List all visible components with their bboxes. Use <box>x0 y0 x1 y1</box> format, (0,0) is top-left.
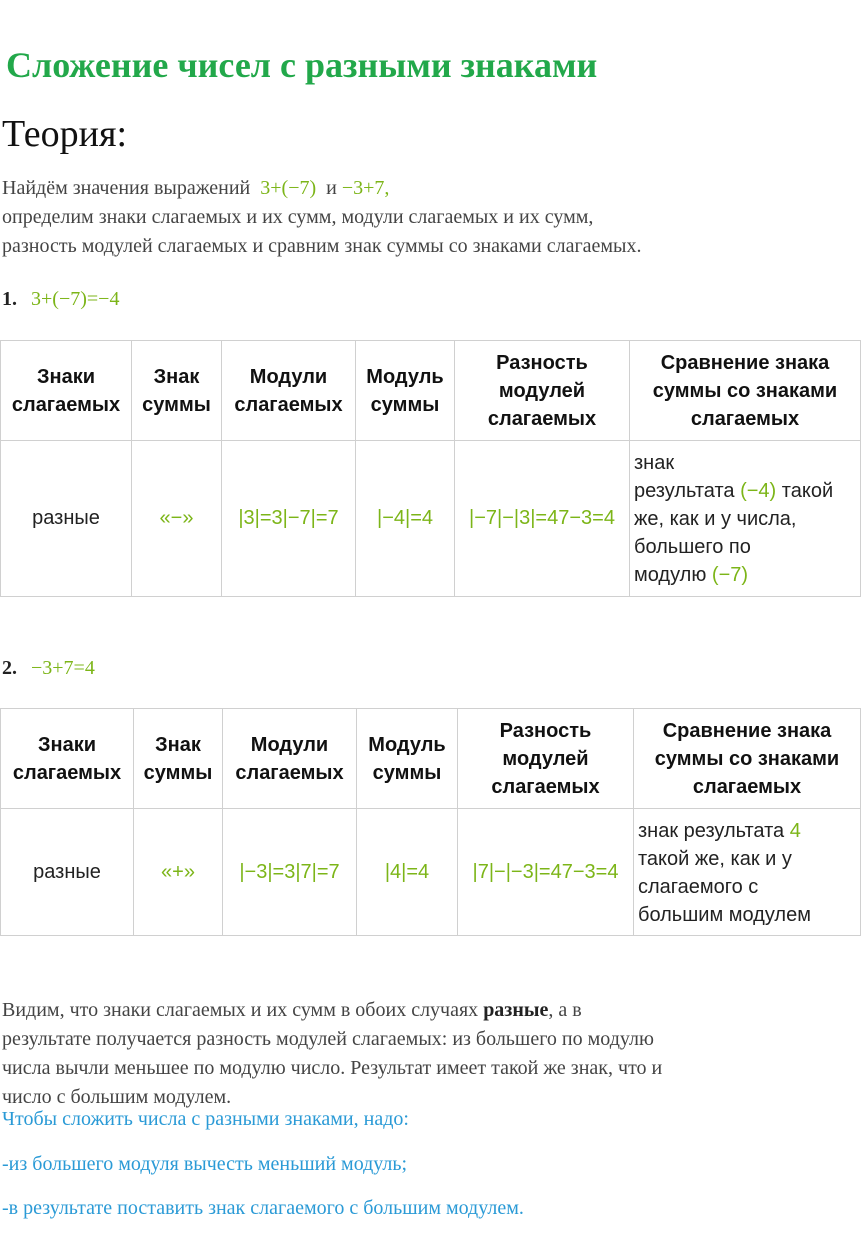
comparison-text: знак результата <box>638 820 785 842</box>
conclusion-line: результате получается разность модулей слагаемых: из большего по модулю <box>2 1028 654 1050</box>
conclusion-line: числа вычли меньшее по модулю число. Результат имеет такой же знак, что и <box>2 1057 663 1079</box>
table-header-row <box>1 709 861 809</box>
intro-line-1 <box>2 174 816 203</box>
cell-difference: |7|−|−3|=47−3=4 <box>458 809 634 936</box>
example-1-table <box>0 340 861 597</box>
example-2-table <box>0 708 861 936</box>
header-moduli: Модули слагаемых <box>223 709 357 809</box>
cell-sum-sign: «−» <box>132 441 222 597</box>
comparison-value: 4 <box>789 820 801 842</box>
intro-and: и <box>326 177 337 199</box>
example-1-expression: 3+(−7)=−4 <box>31 288 120 310</box>
comparison-line: же, как и у числа, <box>634 508 797 530</box>
header-signs: Знаки слагаемых <box>1 709 134 809</box>
comparison-line: знак <box>634 452 675 474</box>
comparison-line <box>634 561 856 589</box>
cell-comparison <box>634 809 861 936</box>
cell-moduli: |3|=3|−7|=7 <box>222 441 356 597</box>
intro-lead: Найдём значения выражений <box>2 177 251 199</box>
comparison-text: модулю <box>634 564 707 586</box>
header-sum-modulus: Модуль суммы <box>357 709 458 809</box>
header-sum-sign: Знак суммы <box>134 709 223 809</box>
cell-difference: |−7|−|3|=47−3=4 <box>455 441 630 597</box>
cell-signs: разные <box>1 809 134 936</box>
expression-2: −3+7, <box>341 177 390 199</box>
intro-text <box>2 174 816 261</box>
cell-sum-sign: «+» <box>134 809 223 936</box>
example-1-heading <box>2 288 119 311</box>
comparison-line <box>638 817 856 845</box>
page-title: Сложение чисел с разными знаками <box>6 45 598 85</box>
header-comparison: Сравнение знака суммы со знаками слагаемых <box>634 709 861 809</box>
header-sum-sign: Знак суммы <box>132 341 222 441</box>
rule-heading: Чтобы сложить числа с разными знаками, надо: <box>2 1108 409 1130</box>
comparison-text: результата <box>634 480 735 502</box>
table-row <box>1 441 861 597</box>
comparison-line: большим модулем <box>638 904 811 926</box>
header-comparison: Сравнение знака суммы со знаками слагаемых <box>630 341 861 441</box>
rule-item: -из большего модуля вычесть меньший модуль; <box>2 1153 408 1175</box>
table-header-row <box>1 341 861 441</box>
cell-comparison <box>630 441 861 597</box>
comparison-text: такой <box>781 480 834 502</box>
conclusion <box>2 996 816 1112</box>
comparison-value: (−4) <box>740 480 777 502</box>
comparison-line: большего по <box>634 536 751 558</box>
conclusion-text: Видим, что знаки слагаемых и их сумм в обоих случаях <box>2 999 479 1021</box>
header-signs: Знаки слагаемых <box>1 341 132 441</box>
cell-sum-modulus: |−4|=4 <box>356 441 455 597</box>
header-difference: Разность модулей слагаемых <box>458 709 634 809</box>
intro-line-2: определим знаки слагаемых и их сумм, модули слагаемых и их сумм, <box>2 206 594 228</box>
comparison-line: слагаемого с <box>638 876 759 898</box>
conclusion-emphasis: разные <box>483 999 549 1021</box>
conclusion-line: число с большим модулем. <box>2 1086 232 1108</box>
theory-heading: Теория: <box>2 113 128 155</box>
rule-item: -в результате поставить знак слагаемого с большим модулем. <box>2 1197 524 1219</box>
conclusion-text: , а в <box>548 999 582 1021</box>
cell-moduli: |−3|=3|7|=7 <box>223 809 357 936</box>
table-row <box>1 809 861 936</box>
example-2-number: 2. <box>2 657 17 679</box>
expression-1: 3+(−7) <box>260 177 317 199</box>
example-2-heading <box>2 657 95 680</box>
comparison-value: (−7) <box>711 564 749 586</box>
cell-sum-modulus: |4|=4 <box>357 809 458 936</box>
comparison-line: такой же, как и у <box>638 848 792 870</box>
example-1-number: 1. <box>2 288 17 310</box>
conclusion-line <box>2 996 816 1025</box>
header-difference: Разность модулей слагаемых <box>455 341 630 441</box>
example-2-expression: −3+7=4 <box>31 657 95 679</box>
cell-signs: разные <box>1 441 132 597</box>
header-moduli: Модули слагаемых <box>222 341 356 441</box>
comparison-line <box>634 477 856 505</box>
header-sum-modulus: Модуль суммы <box>356 341 455 441</box>
intro-line-3: разность модулей слагаемых и сравним знак суммы со знаками слагаемых. <box>2 235 642 257</box>
